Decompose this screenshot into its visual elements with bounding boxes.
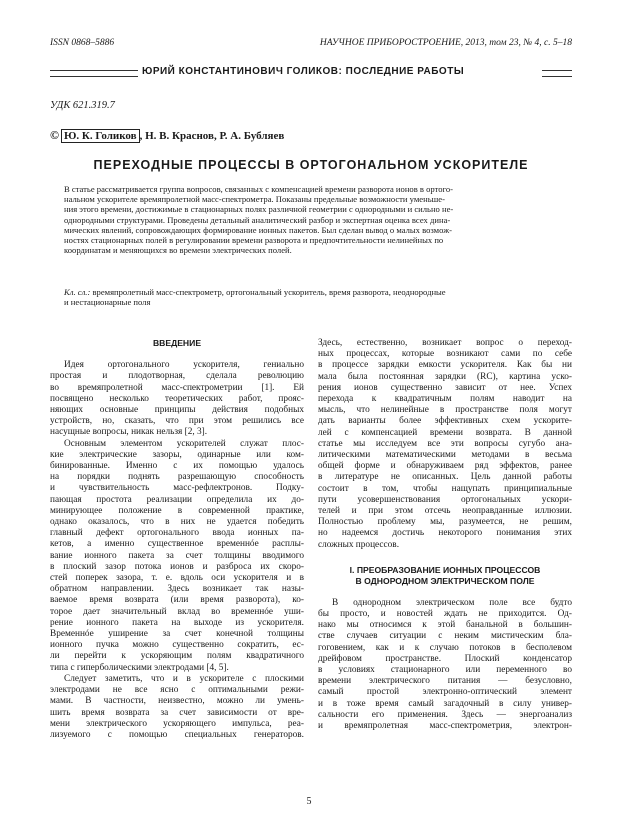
text-line: на порядки поднять разрешающую способность — [50, 472, 304, 483]
abstract — [64, 184, 572, 255]
intro-heading: ВВЕДЕНИЕ — [152, 338, 202, 348]
text-line: стей поперек зазора, т. е. вдоль оси ускорителя и в — [50, 573, 304, 584]
text-line: стве случаев ситуации с неким мистическим бла- — [318, 631, 572, 642]
text-line: в плоский зазор потока ионов и разброса их скоро- — [50, 561, 304, 572]
text-line: рения ионов существенно зависит от нее. Успех — [318, 382, 572, 393]
text-line: самый простой электронно-оптический элемент — [318, 687, 572, 698]
text-line: времени электрического питания — безусловно, — [318, 676, 572, 687]
paper-title: ПЕРЕХОДНЫЕ ПРОЦЕССЫ В ОРТОГОНАЛЬНОМ УСКОРИТЕЛЕ — [93, 158, 529, 172]
text-line: лей с компенсацией времени возврата. В данной — [318, 427, 572, 438]
text-line: няющих основные принципы действия подобных — [50, 405, 304, 416]
text-line: ных процессах, которые возникают сами по себе — [318, 349, 572, 360]
page-number: 5 — [306, 796, 312, 807]
abstract-line: мических явлений, сопровождающих формирование ионных пакетов. Был сделан вывод о малых возмож- — [64, 224, 452, 235]
keywords — [64, 287, 572, 307]
banner-rule-left — [50, 70, 138, 77]
abstract-line: ностях стационарных полей в регулировании времени разворота и предпочтительности нелинейных по — [64, 235, 444, 246]
abstract-line: нальном ускорителе времяпролетной масс-спектрометра. Показаны предельные возможности уменьше- — [64, 194, 445, 205]
text-line: сальности его применения. Здесь — энергоанализ — [318, 709, 572, 720]
left-column — [50, 338, 304, 741]
keywords-line: и нестационарные поля — [64, 297, 151, 308]
text-line: и времяпролетная масс-спектрометрия, электрон- — [318, 721, 572, 732]
text-line: общей форме и обнаруживаем ряд эффектов, ранее — [318, 461, 572, 472]
abstract-line: В статье рассматривается группа вопросов, связанных с компенсацией времени разворота ионов в ортого- — [64, 184, 454, 194]
text-line: литическими математическими методами в весьма — [318, 450, 572, 461]
text-line: кетов, а именно существенное временнóе расплы- — [50, 539, 304, 550]
abstract-line: ния этого времени, достижимые в стационарных полях различной геометрии с однородными и сильно не- — [64, 204, 454, 215]
text-line: телей и при этом отсечь неоправданные иллюзии. — [318, 506, 572, 517]
text-line: дрейфовом пространстве. Плоский конденсатор — [318, 653, 572, 664]
text-line: обратном направлении. Здесь возникает так назы- — [50, 584, 304, 595]
text-line: главный дефект ортогонального ввода ионных па- — [50, 528, 304, 539]
text-line: и чувствительность масс-рефлектронов. Подку- — [50, 483, 304, 494]
text-line: бинированные. Именно с их помощью удалось — [50, 461, 304, 472]
text-line: нако мы относимся к этой банальной в большин- — [318, 620, 572, 631]
issn-label: ISSN 0868–5886 — [50, 38, 115, 48]
text-line: кие электрические зазоры, одинарные или ком- — [50, 449, 304, 460]
text-line: торое дает значительный вклад во временнóе уши- — [50, 606, 304, 617]
keywords-line — [64, 287, 572, 297]
text-line: но надеемся достичь некоторого понимания этих — [318, 528, 572, 539]
text-line: В однородном электрическом поле все будто — [332, 597, 572, 608]
text-line: пути усовершенствования ортогональных ускори- — [318, 494, 572, 505]
section1-heading-line: I. ПРЕОБРАЗОВАНИЕ ИОННЫХ ПРОЦЕССОВ — [349, 564, 541, 575]
author-primary: Ю. К. Голиков — [61, 129, 140, 143]
abstract-line: координатам и меняющихся во времени электрических полей. — [64, 245, 292, 256]
text-line: посвящено несколько теоретических работ, прояс- — [50, 393, 304, 404]
text-line: в процессе зарядки емкости ускорителя. Как бы ни — [318, 360, 572, 371]
text-line: минирующее положение в современной практике, — [50, 505, 304, 516]
author-others: , Н. В. Краснов, Р. А. Бубляев — [139, 130, 285, 142]
text-line: сложных процессов. — [318, 539, 400, 550]
section-banner — [50, 66, 572, 80]
text-line: Основным элементом ускорителей служат плос- — [64, 438, 304, 449]
text-line: Временнóе уширение за счет конечной толщины — [50, 629, 304, 640]
keywords-text: времяпролетный масс-спектрометр, ортогональный ускоритель, время разворота, неоднородные — [90, 287, 446, 297]
text-line: ли перейти к ускоряющим полям квадратичного — [50, 651, 304, 662]
text-line: перехода к квадратичным полям наводит на — [318, 394, 572, 405]
text-line: ваемое время возврата (или время разворота), ко- — [50, 595, 304, 606]
text-line: в условиях стационарного или переменного во — [318, 665, 572, 676]
text-line: гоговением, как и к случаю потоков в бесполевом — [318, 642, 572, 653]
text-line: дать варианты более эффективных схем ускорите- — [318, 416, 572, 427]
text-line: электродами не все ясно с оптимальными режи- — [50, 685, 304, 696]
banner-rule-right — [542, 70, 572, 77]
text-line: мала была постоянная зарядки (RC), картина уско- — [318, 371, 572, 382]
section1-heading-line: В ОДНОРОДНОМ ЭЛЕКТРИЧЕСКОМ ПОЛЕ — [355, 575, 535, 586]
text-line: ионного пучка можно существенно сократить, ес- — [50, 640, 304, 651]
section1-heading — [318, 565, 572, 587]
right-column — [318, 338, 572, 732]
banner-title: ЮРИЙ КОНСТАНТИНОВИЧ ГОЛИКОВ: ПОСЛЕДНИЕ РАБОТЫ — [142, 66, 465, 77]
text-line: мени электрического ускоряющего импульса, реа- — [50, 718, 304, 729]
text-line: Здесь, естественно, возникает вопрос о переход- — [318, 338, 572, 348]
journal-citation: НАУЧНОЕ ПРИБОРОСТРОЕНИЕ, 2013, том 23, № 4, с. 5–18 — [319, 38, 572, 48]
text-line: Полностью проблему мы, разумеется, не решим, — [318, 517, 572, 528]
text-line: типа с гиперболическими электродами [4, 5]. — [50, 662, 229, 673]
text-line: статье мы исследуем все эти вопросы сугубо ана- — [318, 438, 572, 449]
text-line: устройств, но, сказать, что при этом решились все — [50, 416, 304, 427]
text-line: вание ионного пакета за счет толщины вводимого — [50, 550, 304, 561]
text-line: лизуемого с помощью специальных генераторов. — [50, 729, 304, 740]
text-line: Следует заметить, что и в ускорителе с плоскими — [64, 673, 304, 684]
text-line: простая и плодотворная, сделала революцию — [50, 371, 304, 382]
keywords-label: Кл. сл.: — [64, 287, 91, 297]
text-line: бы просто, и новостей ждать не приходится. Од- — [318, 609, 572, 620]
text-line: состоит в том, чтобы нащупать принципиальные — [318, 483, 572, 494]
text-line: пающая простота реализации определила их до- — [50, 494, 304, 505]
text-line: во времяпролетной масс-спектрометрии [1]. Ей — [50, 382, 304, 393]
text-line: насущные вопросы, никак нельзя [2, 3]. — [50, 427, 208, 438]
abstract-line: однородными структурами. Проведены детальный аналитический разбор и экспертная оценка всех дина- — [64, 214, 451, 225]
text-line: в литературе не описанных. Цель данной работы — [318, 472, 572, 483]
text-line: рение ионного пакета на выходе из ускорителя. — [50, 617, 304, 628]
text-line: и в тоже время самый загадочный в силу универ- — [318, 698, 572, 709]
text-line: мами. В частности, неизвестно, можно ли умень- — [50, 696, 304, 707]
copyright-icon: © — [50, 128, 59, 142]
text-line: шить время возврата за счет зависимости от вре- — [50, 707, 304, 718]
text-line: мысль, что нелинейные в пространстве поля могут — [318, 405, 572, 416]
authors-line — [50, 128, 284, 143]
text-line: Идея ортогонального ускорителя, гениально — [64, 360, 304, 371]
text-line: однако оказалось, что в них не удается победить — [50, 517, 304, 528]
udc-code: УДК 621.319.7 — [50, 100, 115, 111]
